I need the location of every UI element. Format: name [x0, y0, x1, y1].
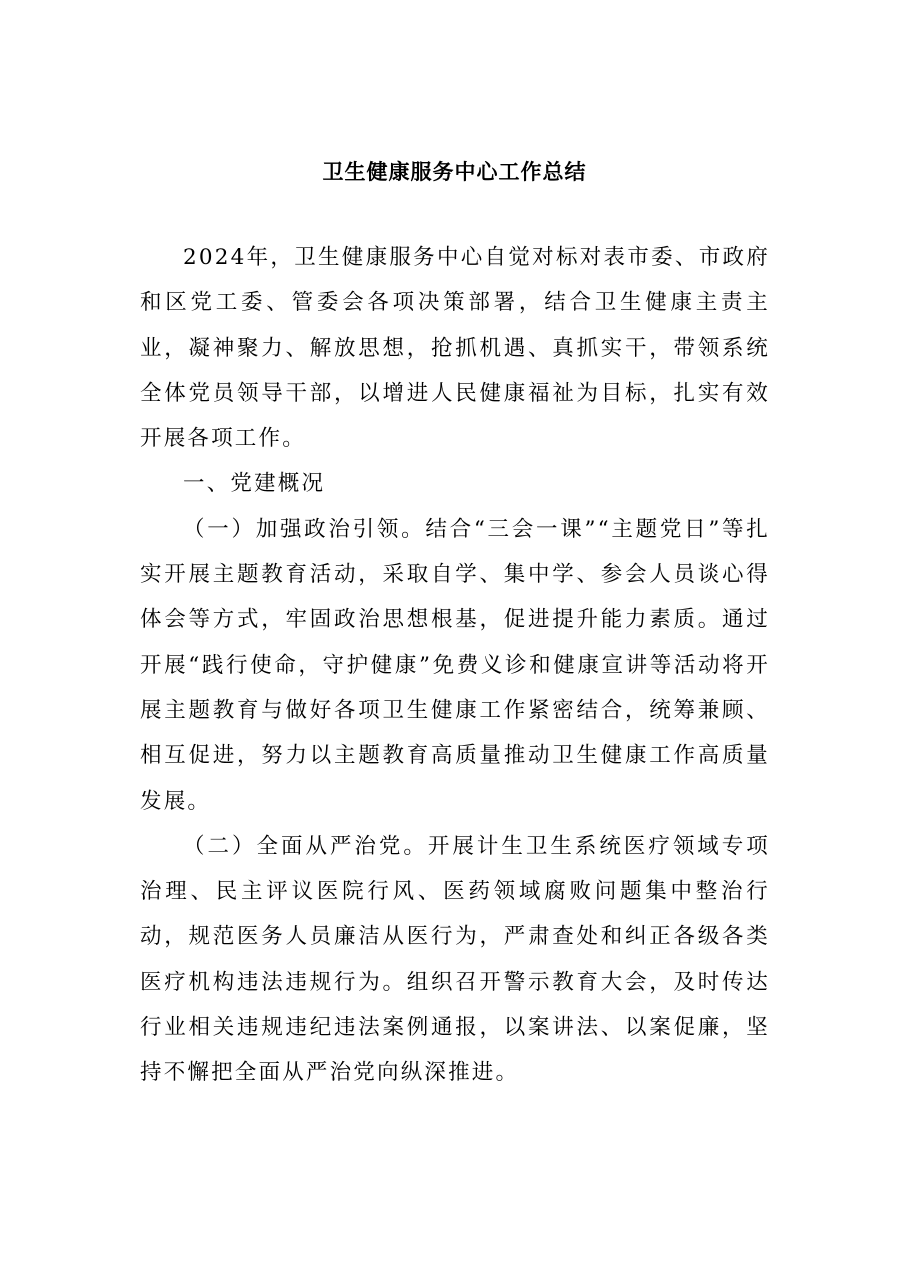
paragraph-strict-governance: （二）全面从严治党。开展计生卫生系统医疗领域专项治理、民主评议医院行风、医药领域腐败问题集中整治行动，规范医务人员廉洁从医行为，严肃查处和纠正各级各类医疗机构违法违规行为。组织召开警示教育大会，及时传达行业相关违规违纪违法案例通报，以案讲法、以案促廉，坚持不懈把全面从严治党向纵深推进。	[140, 833, 770, 1086]
intro-paragraph: 2024年，卫生健康服务中心自觉对标对表市委、市政府和区党工委、管委会各项决策部署，结合卫生健康主责主业，凝神聚力、解放思想，抢抓机遇、真抓实干，带领系统全体党员领导干部，以增进人民健康福祉为目标，扎实有效开展各项工作。	[140, 245, 770, 452]
document-body	[140, 235, 770, 1096]
paragraph-political-leadership: （一）加强政治引领。结合“三会一课”“主题党日”等扎实开展主题教育活动，采取自学、集中学、参会人员谈心得体会等方式，牢固政治思想根基，促进提升能力素质。通过开展“践行使命，守护健康”免费义诊和健康宣讲等活动将开展主题教育与做好各项卫生健康工作紧密结合，统筹兼顾、相互促进，努力以主题教育高质量推动卫生健康工作高质量发展。	[140, 516, 770, 814]
document-title: 卫生健康服务中心工作总结	[322, 160, 587, 184]
section-heading-party-building: 一、党建概况	[183, 471, 326, 497]
